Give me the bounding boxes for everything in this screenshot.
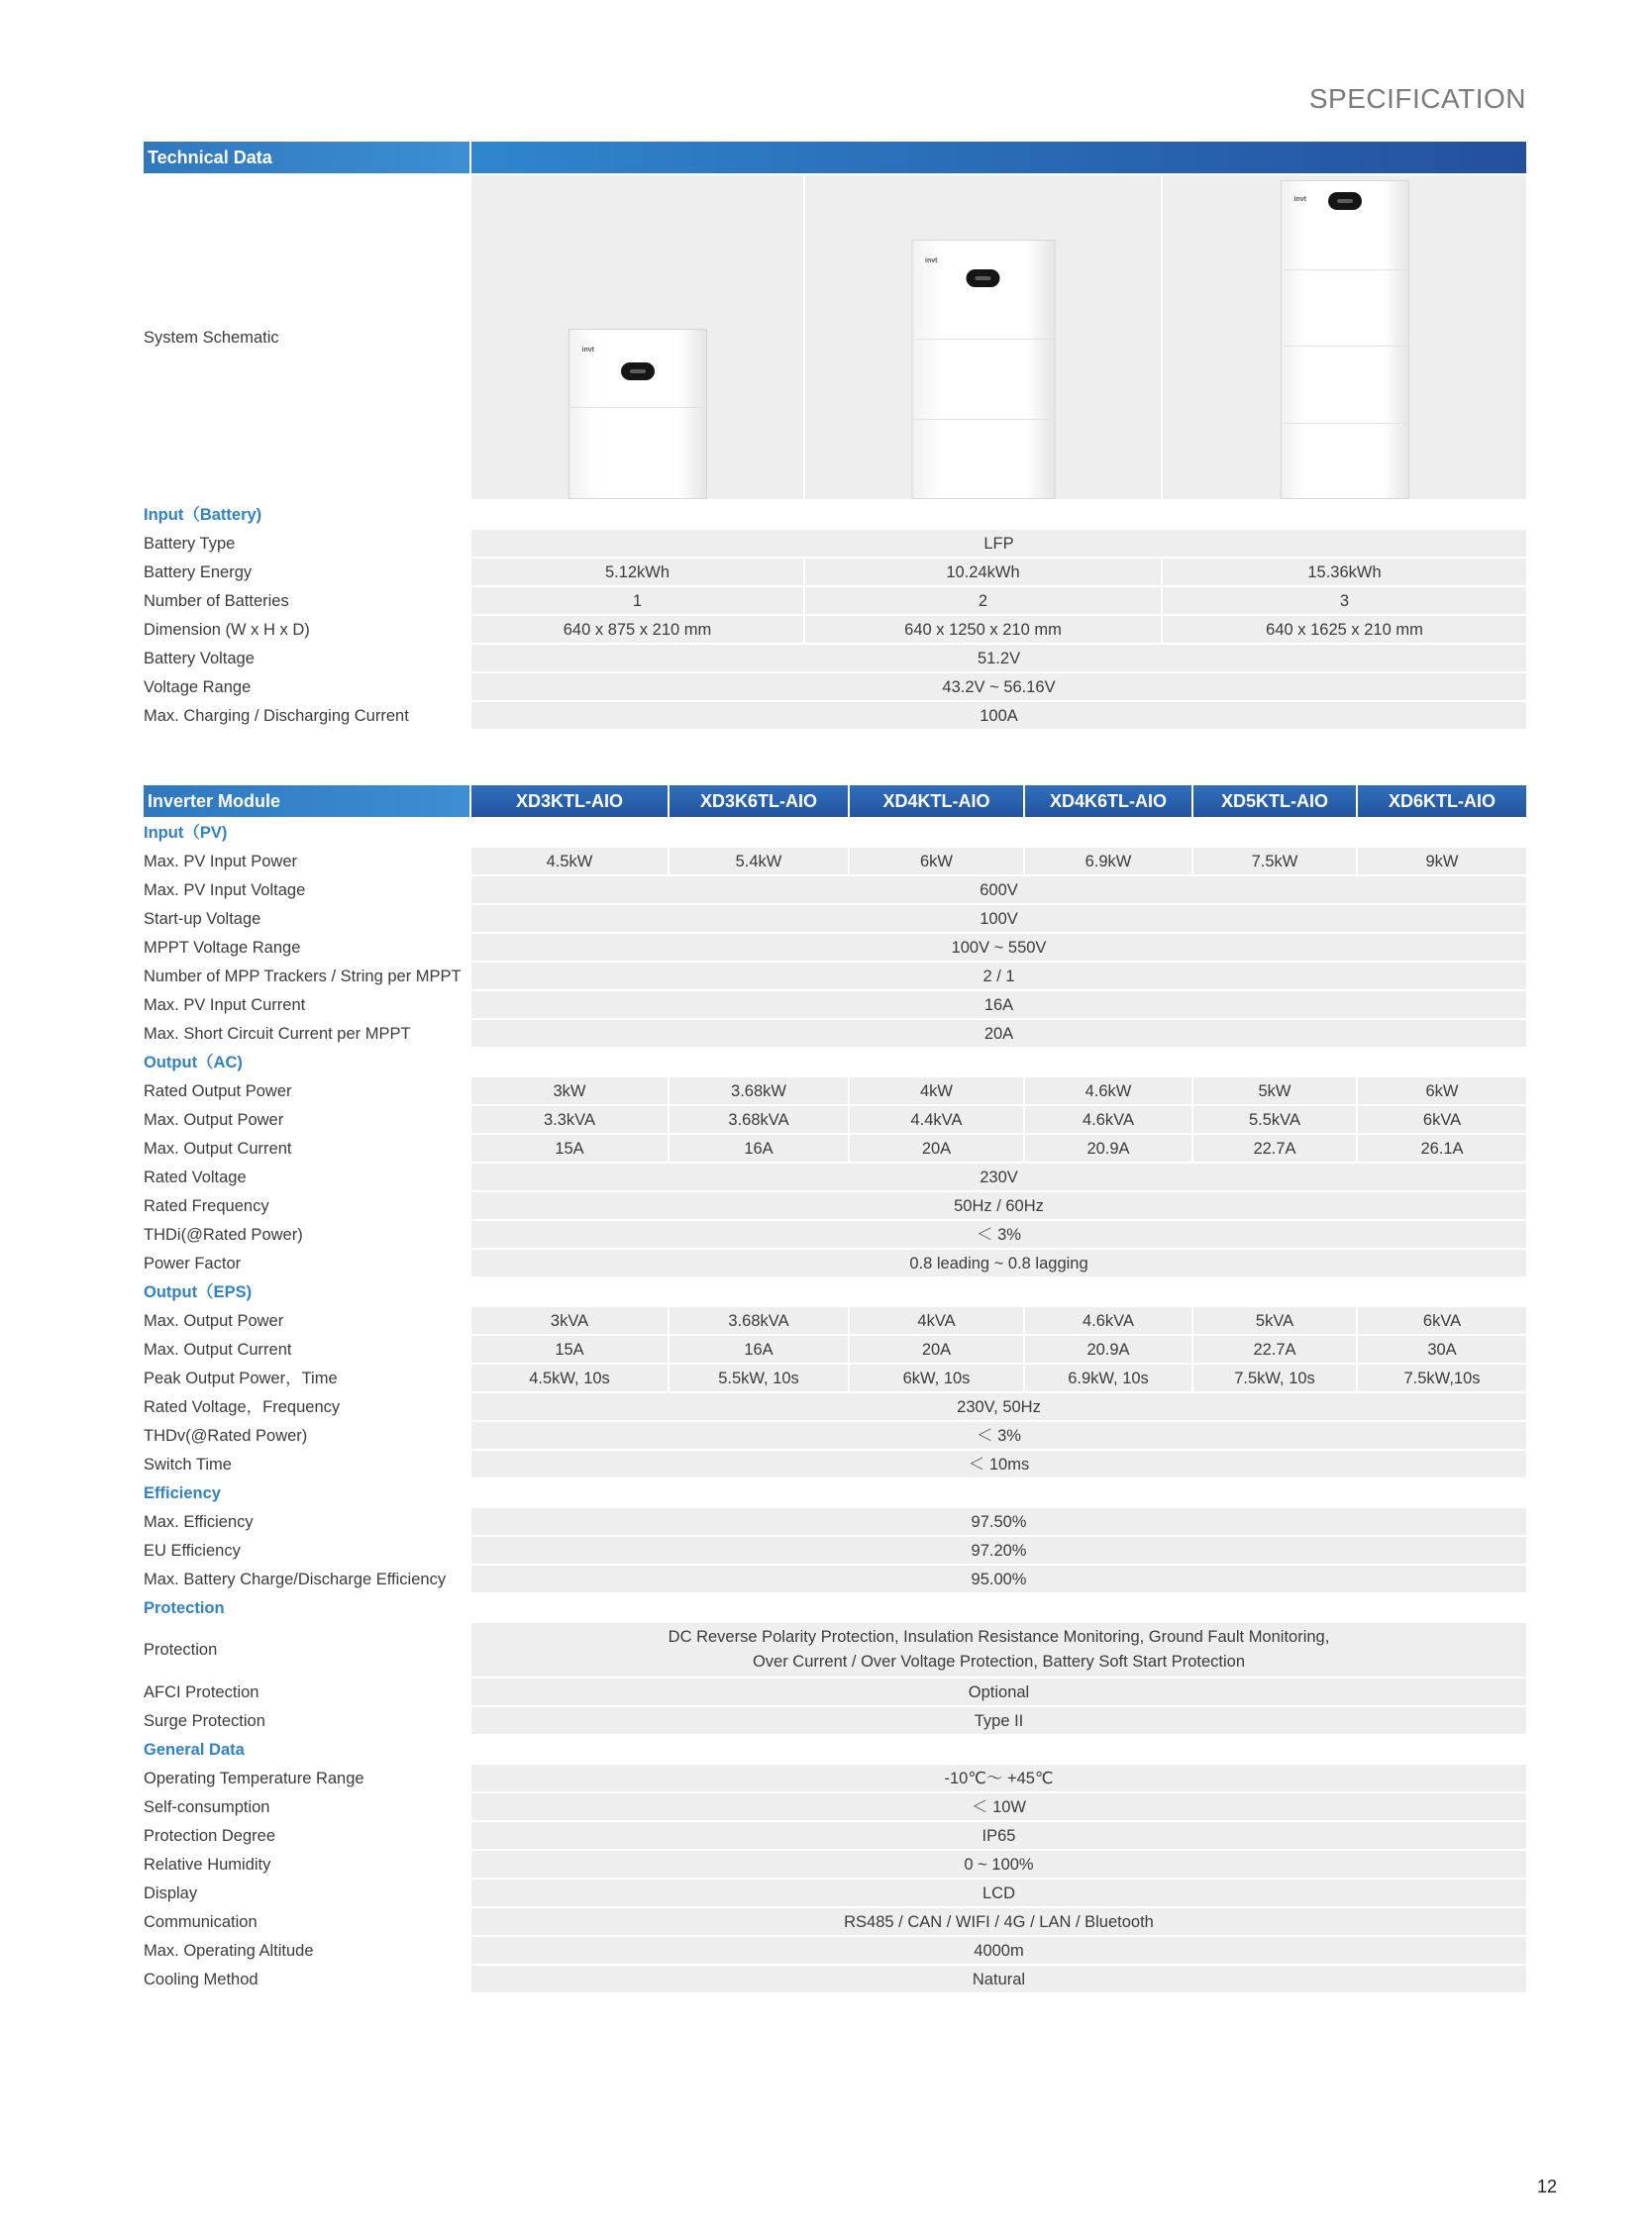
spec-value: 0 ~ 100% xyxy=(470,1850,1527,1879)
inverter-module-header: Inverter Module xyxy=(143,784,470,818)
spec-label: Max. Output Power xyxy=(143,1105,470,1134)
spec-value: 3.68kVA xyxy=(669,1105,849,1134)
spec-value: 7.5kW xyxy=(1192,847,1357,875)
spec-value: 20A xyxy=(849,1335,1024,1364)
schematic-cell xyxy=(1162,174,1527,500)
spec-value: 22.7A xyxy=(1192,1335,1357,1364)
technical-data-body xyxy=(143,141,1527,730)
spec-value: 3kW xyxy=(470,1076,669,1105)
spec-label: Cooling Method xyxy=(143,1965,470,1993)
spec-value: 3.68kW xyxy=(669,1076,849,1105)
spec-value: 6.9kW xyxy=(1024,847,1192,875)
spec-label: Max. Output Current xyxy=(143,1134,470,1163)
spec-value: Optional xyxy=(470,1678,1527,1706)
battery-module-divider xyxy=(913,339,1053,340)
inverter-module-body xyxy=(143,784,1527,1993)
spec-label: Peak Output Power，Time xyxy=(143,1364,470,1392)
section-row xyxy=(143,500,1527,529)
spec-row-protection xyxy=(143,1622,1527,1678)
spec-label: Operating Temperature Range xyxy=(143,1764,470,1792)
spec-row-afci-protection xyxy=(143,1678,1527,1706)
spec-label: Rated Output Power xyxy=(143,1076,470,1105)
spec-row-self-consumption xyxy=(143,1792,1527,1821)
spec-label: Max. Battery Charge/Discharge Efficiency xyxy=(143,1565,470,1593)
spec-label: Protection Degree xyxy=(143,1821,470,1850)
spec-value: 640 x 1625 x 210 mm xyxy=(1162,615,1527,644)
spec-row-max-operating-altitude xyxy=(143,1936,1527,1965)
spec-row-operating-temperature-range xyxy=(143,1764,1527,1792)
system-schematic-row xyxy=(143,174,1527,500)
spec-label: Rated Frequency xyxy=(143,1191,470,1220)
technical-header-row xyxy=(143,141,1527,174)
spec-row-mppt-voltage-range xyxy=(143,933,1527,962)
spec-value: 15A xyxy=(470,1335,669,1364)
spec-value: 4.6kVA xyxy=(1024,1306,1192,1335)
spec-row-power-factor xyxy=(143,1249,1527,1277)
spec-value: 3.3kVA xyxy=(470,1105,669,1134)
technical-header-bar xyxy=(470,141,1527,174)
unit-housing xyxy=(1281,180,1409,499)
spec-value: 5kW xyxy=(1192,1076,1357,1105)
battery-inverter-unit-image xyxy=(568,329,707,499)
invt-logo: invt xyxy=(925,257,938,264)
spec-value: Natural xyxy=(470,1965,1527,1993)
spec-value: 16A xyxy=(669,1134,849,1163)
spec-value: 5.5kW, 10s xyxy=(669,1364,849,1392)
spec-row-rated-frequency xyxy=(143,1191,1527,1220)
spec-row-battery-type xyxy=(143,529,1527,558)
spec-value: 4.4kVA xyxy=(849,1105,1024,1134)
battery-inverter-unit-image xyxy=(911,240,1055,499)
system-schematic-label: System Schematic xyxy=(143,174,470,500)
spec-value: 5.5kVA xyxy=(1192,1105,1357,1134)
spec-label: Communication xyxy=(143,1907,470,1936)
spec-row-battery-voltage xyxy=(143,644,1527,672)
spec-value: 95.00% xyxy=(470,1565,1527,1593)
model-header-xd5ktl-aio: XD5KTL-AIO xyxy=(1192,784,1357,818)
spec-value: 4kW xyxy=(849,1076,1024,1105)
spec-value: 6kW xyxy=(849,847,1024,875)
spec-value: 6kVA xyxy=(1357,1306,1527,1335)
section-title-output-eps: Output（EPS) xyxy=(143,1277,470,1306)
model-header-xd6ktl-aio: XD6KTL-AIO xyxy=(1357,784,1527,818)
spec-row-max-output-current xyxy=(143,1335,1527,1364)
spec-row-battery-energy xyxy=(143,558,1527,586)
battery-module-divider xyxy=(913,419,1053,420)
spec-label: Power Factor xyxy=(143,1249,470,1277)
spec-value: 16A xyxy=(669,1335,849,1364)
spec-value: 6kVA xyxy=(1357,1105,1527,1134)
section-spacer xyxy=(470,818,1527,847)
spec-row-relative-humidity xyxy=(143,1850,1527,1879)
section-spacer xyxy=(470,1277,1527,1306)
spec-label: Max. PV Input Current xyxy=(143,990,470,1019)
spec-label: Relative Humidity xyxy=(143,1850,470,1879)
spec-value: 7.5kW, 10s xyxy=(1192,1364,1357,1392)
spec-value: 2 xyxy=(804,586,1162,615)
section-title-general-data: General Data xyxy=(143,1735,470,1764)
spec-value: 1 xyxy=(470,586,804,615)
spec-row-switch-time xyxy=(143,1450,1527,1478)
spec-row-rated-voltage-frequency xyxy=(143,1392,1527,1421)
section-spacer xyxy=(470,1478,1527,1507)
spec-row-max-short-circuit-current-per-mppt xyxy=(143,1019,1527,1048)
spec-value: ＜ 3% xyxy=(470,1220,1527,1249)
spec-value: 22.7A xyxy=(1192,1134,1357,1163)
spec-value: 640 x 875 x 210 mm xyxy=(470,615,804,644)
technical-data-table xyxy=(142,140,1528,731)
spec-row-surge-protection xyxy=(143,1706,1527,1735)
spec-label: Max. Efficiency xyxy=(143,1507,470,1536)
spec-label: Number of Batteries xyxy=(143,586,470,615)
spec-value: 20A xyxy=(470,1019,1527,1048)
spec-row-rated-voltage xyxy=(143,1163,1527,1191)
page-title: SPECIFICATION xyxy=(1308,83,1526,114)
inverter-header-row xyxy=(143,784,1527,818)
section-title-efficiency: Efficiency xyxy=(143,1478,470,1507)
spec-value: RS485 / CAN / WIFI / 4G / LAN / Bluetooth xyxy=(470,1907,1527,1936)
section-spacer xyxy=(470,1048,1527,1076)
spec-row-max-output-current xyxy=(143,1134,1527,1163)
spec-value: 5.12kWh xyxy=(470,558,804,586)
section-title-input-pv: Input（PV) xyxy=(143,818,470,847)
spec-value: 600V xyxy=(470,875,1527,904)
spec-value: 9kW xyxy=(1357,847,1527,875)
spec-value: 100V ~ 550V xyxy=(470,933,1527,962)
lcd-display-icon xyxy=(1328,192,1362,210)
spec-value: 15A xyxy=(470,1134,669,1163)
spec-row-number-of-batteries xyxy=(143,586,1527,615)
spec-label: Display xyxy=(143,1879,470,1907)
spec-value: 20.9A xyxy=(1024,1134,1192,1163)
spec-value: 30A xyxy=(1357,1335,1527,1364)
model-header-xd3k6tl-aio: XD3K6TL-AIO xyxy=(669,784,849,818)
spec-label: Surge Protection xyxy=(143,1706,470,1735)
spec-row-max-charging-discharging-current xyxy=(143,701,1527,730)
spec-label: THDv(@Rated Power) xyxy=(143,1421,470,1450)
model-header-xd4ktl-aio: XD4KTL-AIO xyxy=(849,784,1024,818)
invt-logo: invt xyxy=(1293,196,1306,203)
section-row xyxy=(143,1478,1527,1507)
spec-value: 4.5kW, 10s xyxy=(470,1364,669,1392)
spec-row-eu-efficiency xyxy=(143,1536,1527,1565)
spec-row-rated-output-power xyxy=(143,1076,1527,1105)
section-row xyxy=(143,1277,1527,1306)
battery-module-divider xyxy=(1283,346,1407,347)
model-header-xd4k6tl-aio: XD4K6TL-AIO xyxy=(1024,784,1192,818)
spec-value: 2 / 1 xyxy=(470,962,1527,990)
spec-label: Number of MPP Trackers / String per MPPT xyxy=(143,962,470,990)
spec-row-max-output-power xyxy=(143,1306,1527,1335)
spec-value: 3 xyxy=(1162,586,1527,615)
spec-row-dimension-w-x-h-x-d xyxy=(143,615,1527,644)
spec-row-max-battery-charge-discharge-efficiency xyxy=(143,1565,1527,1593)
spec-row-max-pv-input-current xyxy=(143,990,1527,1019)
spec-row-max-pv-input-voltage xyxy=(143,875,1527,904)
lcd-display-icon xyxy=(621,362,655,380)
spec-value: LCD xyxy=(470,1879,1527,1907)
schematic-cell xyxy=(470,174,804,500)
spec-value: 4000m xyxy=(470,1936,1527,1965)
spec-label: Rated Voltage xyxy=(143,1163,470,1191)
battery-module-divider xyxy=(1283,423,1407,424)
spec-value: 43.2V ~ 56.16V xyxy=(470,672,1527,701)
inverter-module-table xyxy=(142,783,1528,1994)
section-row xyxy=(143,818,1527,847)
battery-module-divider xyxy=(1283,269,1407,270)
spec-row-communication xyxy=(143,1907,1527,1936)
spec-row-protection-degree xyxy=(143,1821,1527,1850)
spec-value: 10.24kWh xyxy=(804,558,1162,586)
spec-value: 6kW, 10s xyxy=(849,1364,1024,1392)
spec-value: 4.6kVA xyxy=(1024,1105,1192,1134)
section-title-output-ac: Output（AC) xyxy=(143,1048,470,1076)
spec-value: 97.20% xyxy=(470,1536,1527,1565)
spec-value: 50Hz / 60Hz xyxy=(470,1191,1527,1220)
spec-row-max-output-power xyxy=(143,1105,1527,1134)
spec-value: 20.9A xyxy=(1024,1335,1192,1364)
spec-label: Max. PV Input Power xyxy=(143,847,470,875)
spec-value: 230V xyxy=(470,1163,1527,1191)
spec-value: 4kVA xyxy=(849,1306,1024,1335)
section-spacer xyxy=(470,1735,1527,1764)
spec-value: ＜ 10W xyxy=(470,1792,1527,1821)
spec-label: MPPT Voltage Range xyxy=(143,933,470,962)
section-row xyxy=(143,1048,1527,1076)
spec-row-voltage-range xyxy=(143,672,1527,701)
section-spacer xyxy=(470,500,1527,529)
invt-logo: invt xyxy=(581,347,594,354)
spec-label: Battery Energy xyxy=(143,558,470,586)
spec-value: 640 x 1250 x 210 mm xyxy=(804,615,1162,644)
spec-value: -10℃～ +45℃ xyxy=(470,1764,1527,1792)
spec-row-cooling-method xyxy=(143,1965,1527,1993)
model-header-xd3ktl-aio: XD3KTL-AIO xyxy=(470,784,669,818)
spec-label: Protection xyxy=(143,1622,470,1678)
spec-value: 16A xyxy=(470,990,1527,1019)
spec-value: 20A xyxy=(849,1134,1024,1163)
spec-label: Max. Output Current xyxy=(143,1335,470,1364)
spec-value: 4.5kW xyxy=(470,847,669,875)
battery-module-divider xyxy=(570,407,705,408)
spec-label: Max. PV Input Voltage xyxy=(143,875,470,904)
spec-value: 6.9kW, 10s xyxy=(1024,1364,1192,1392)
spec-row-max-efficiency xyxy=(143,1507,1527,1536)
spec-value: 100A xyxy=(470,701,1527,730)
spec-value: 3kVA xyxy=(470,1306,669,1335)
spec-label: Battery Voltage xyxy=(143,644,470,672)
spec-label: Rated Voltage，Frequency xyxy=(143,1392,470,1421)
page-number: 12 xyxy=(1536,2177,1557,2196)
spec-label: Start-up Voltage xyxy=(143,904,470,933)
spec-value: 15.36kWh xyxy=(1162,558,1527,586)
section-row xyxy=(143,1735,1527,1764)
spec-value: 0.8 leading ~ 0.8 lagging xyxy=(470,1249,1527,1277)
spec-label: EU Efficiency xyxy=(143,1536,470,1565)
spec-value: ＜ 3% xyxy=(470,1421,1527,1450)
spec-row-thdi-rated-power xyxy=(143,1220,1527,1249)
spec-value: 100V xyxy=(470,904,1527,933)
technical-data-header: Technical Data xyxy=(143,141,470,174)
section-row xyxy=(143,1593,1527,1622)
spec-value: 5.4kW xyxy=(669,847,849,875)
spec-value: DC Reverse Polarity Protection, Insulation Resistance Monitoring, Ground Fault Monitoring, Over Current / Over Voltage Protection, Battery Soft Start Protection xyxy=(470,1622,1527,1678)
lcd-display-icon xyxy=(967,269,1000,287)
section-title-input-battery: Input（Battery) xyxy=(143,500,470,529)
spec-value: LFP xyxy=(470,529,1527,558)
spec-value: 51.2V xyxy=(470,644,1527,672)
spec-label: AFCI Protection xyxy=(143,1678,470,1706)
section-title-protection: Protection xyxy=(143,1593,470,1622)
spec-label: Max. Short Circuit Current per MPPT xyxy=(143,1019,470,1048)
spec-label: THDi(@Rated Power) xyxy=(143,1220,470,1249)
spec-row-display xyxy=(143,1879,1527,1907)
spec-label: Max. Charging / Discharging Current xyxy=(143,701,470,730)
spec-label: Max. Output Power xyxy=(143,1306,470,1335)
spec-label: Self-consumption xyxy=(143,1792,470,1821)
spec-value: 6kW xyxy=(1357,1076,1527,1105)
section-spacer xyxy=(470,1593,1527,1622)
spec-row-number-of-mpp-trackers-string-per-mppt xyxy=(143,962,1527,990)
spec-value: 26.1A xyxy=(1357,1134,1527,1163)
spec-label: Voltage Range xyxy=(143,672,470,701)
spec-value: IP65 xyxy=(470,1821,1527,1850)
spec-row-thdv-rated-power xyxy=(143,1421,1527,1450)
spec-label: Switch Time xyxy=(143,1450,470,1478)
spec-label: Battery Type xyxy=(143,529,470,558)
spec-value: 4.6kW xyxy=(1024,1076,1192,1105)
spec-value: 3.68kVA xyxy=(669,1306,849,1335)
spec-value: 97.50% xyxy=(470,1507,1527,1536)
spec-row-peak-output-power-time xyxy=(143,1364,1527,1392)
spec-label: Max. Operating Altitude xyxy=(143,1936,470,1965)
spec-row-max-pv-input-power xyxy=(143,847,1527,875)
battery-inverter-unit-image xyxy=(1281,180,1409,499)
spec-value: ＜ 10ms xyxy=(470,1450,1527,1478)
spec-value: 230V, 50Hz xyxy=(470,1392,1527,1421)
spec-value: Type II xyxy=(470,1706,1527,1735)
spec-value: 7.5kW,10s xyxy=(1357,1364,1527,1392)
schematic-cell xyxy=(804,174,1162,500)
spec-label: Dimension (W x H x D) xyxy=(143,615,470,644)
spec-value: 5kVA xyxy=(1192,1306,1357,1335)
spec-row-start-up-voltage xyxy=(143,904,1527,933)
